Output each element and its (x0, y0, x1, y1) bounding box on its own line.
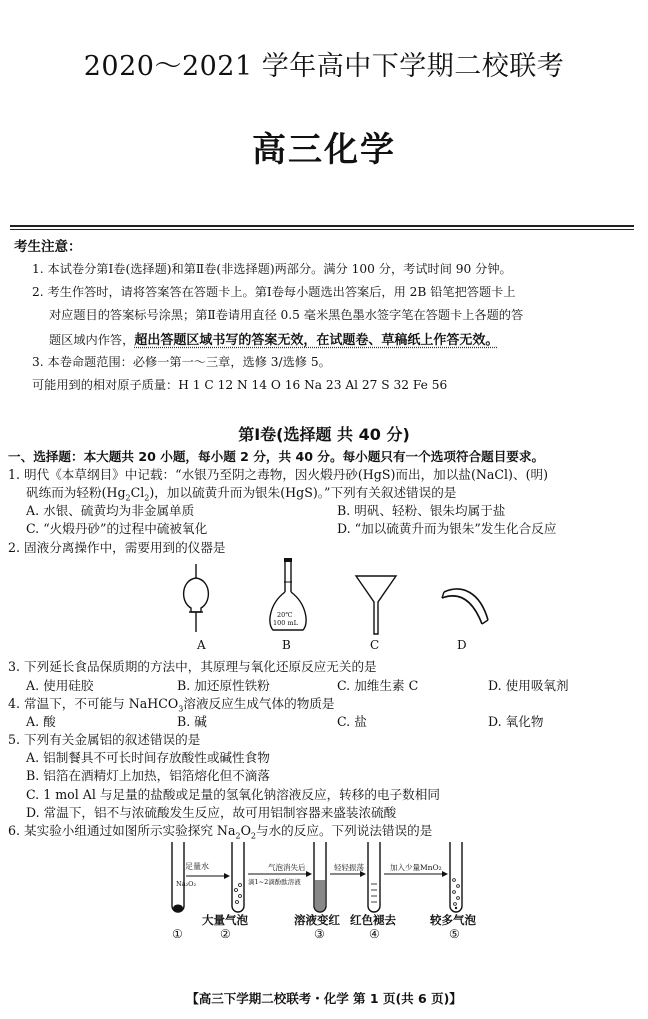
subscript: 2 (125, 493, 131, 503)
notice-item: 对应题目的答案标号涂黑；第Ⅱ卷请用直径 0.5 毫米黑色墨水签字笔在答题卡上各题的答 (49, 308, 524, 322)
q4-text: 溶液反应生成气体的物质是 (183, 696, 335, 711)
notice-item: 1. 本试卷分第Ⅰ卷(选择题)和第Ⅱ卷(非选择题)两部分。满分 100 分，考试时间 90 分钟。 (32, 262, 512, 276)
test-tube-1 (172, 842, 184, 912)
q1-option-d: D. “加以硫黄升而为银朱”发生化合反应 (337, 521, 557, 536)
exam-title: 2020～2021 学年高中下学期二校联考 (83, 51, 565, 82)
q1-text: )，加以硫黄升而为银朱(HgS)。”下列有关叙述错误的是 (149, 485, 457, 500)
test-tube-5 (450, 842, 462, 912)
q3-stem: 3. 下列延长食品保质期的方法中，其原理与氧化还原反应无关的是 (8, 659, 377, 674)
subject-title: 高三化学 (252, 130, 396, 170)
step-number: ① (172, 927, 183, 941)
q1-text: Cl (130, 485, 145, 500)
q4-text: 4. 常温下，不可能与 NaHCO (8, 696, 179, 711)
arrow-label: 气泡消失后 (268, 863, 306, 872)
observation-label: 大量气泡 (202, 913, 248, 927)
q2-stem: 2. 固液分离操作中，需要用到的仪器是 (8, 540, 226, 555)
bent-tube-icon (438, 578, 492, 630)
step-number: ⑤ (449, 927, 460, 941)
divider-rule (10, 225, 634, 227)
q1-option-a: A. 水银、硫黄均为非金属单质 (26, 503, 195, 518)
q5-option-b: B. 铝箔在酒精灯上加热，铝箔熔化但不滴落 (26, 768, 270, 783)
q3-option-c: C. 加维生素 C (337, 678, 419, 693)
q4-stem (8, 693, 334, 714)
subscript: 2 (235, 831, 241, 841)
option-label: B (282, 638, 291, 652)
observation-label: 红色褪去 (350, 913, 396, 927)
q3-option-b: B. 加还原性铁粉 (177, 678, 270, 693)
notice-heading: 考生注意： (14, 239, 82, 255)
option-label: A (197, 638, 206, 652)
q4-option-a: A. 酸 (26, 714, 56, 729)
q3-option-d: D. 使用吸氧剂 (488, 678, 569, 693)
notice-emphasis: 超出答题区域书写的答案无效，在试题卷、草稿纸上作答无效。 (134, 333, 499, 348)
q5-stem: 5. 下列有关金属铝的叙述错误的是 (8, 732, 201, 747)
q6-stem (8, 820, 432, 841)
q6-text: 与水的反应。下列说法错误的是 (255, 823, 433, 838)
q4-option-d: D. 氧化物 (488, 714, 544, 729)
arrow-label: 足量水 (185, 862, 209, 871)
subscript: 2 (250, 831, 256, 841)
step-number: ② (220, 927, 231, 941)
q4-option-c: C. 盐 (337, 714, 367, 729)
q1-stem: 1. 明代《本草纲目》中记载：“水银乃至阴之毒物，因火煅丹砂(HgS)而出，加以盐(NaCl)、(明) (8, 467, 548, 482)
section-heading: 第Ⅰ卷(选择题 共 40 分) (238, 425, 410, 444)
test-tube-4 (368, 842, 380, 912)
divider-rule (10, 229, 634, 230)
q5-option-d: D. 常温下，铝不与浓硫酸发生反应，故可用铝制容器来盛装浓硫酸 (26, 805, 397, 820)
q1-option-b: B. 明矾、轻粉、银朱均属于盐 (337, 503, 506, 518)
subscript: 2 (144, 493, 150, 503)
arrow-label: 加入少量MnO₂ (390, 863, 442, 872)
page-footer: 【高三下学期二校联考・化学 第 1 页(共 6 页)】 (186, 991, 462, 1006)
reagent-label: Na₂O₂ (176, 880, 197, 888)
q5-option-c: C. 1 mol Al 与足量的盐酸或足量的氢氧化钠溶液反应，转移的电子数相同 (26, 787, 440, 802)
observation-label: 溶液变红 (294, 913, 340, 927)
test-tube-3 (314, 842, 326, 912)
q6-text: 6. 某实验小组通过如图所示实验探究 Na (8, 823, 236, 838)
funnel-icon (354, 572, 398, 638)
notice-item: 3. 本卷命题范围：必修一第一～三章，选修 3/选修 5。 (32, 355, 331, 369)
q4-option-b: B. 碱 (177, 714, 207, 729)
arrow-label: 滴1~2滴酚酞溶液 (248, 878, 301, 886)
separatory-funnel-icon (176, 562, 216, 637)
section-instruction (8, 446, 544, 465)
q3-option-a: A. 使用硅胶 (26, 678, 94, 693)
instruction-text: 一、选择题：本大题共 20 小题，每小题 2 分，共 40 分。每小题只有一个选项符合题目要求。 (8, 449, 545, 464)
option-label: C (370, 638, 380, 652)
q1-option-c: C. “火煅丹砂”的过程中硫被氧化 (26, 521, 208, 536)
flask-label: 20℃ (277, 611, 293, 619)
step-number: ③ (314, 927, 325, 941)
flask-label: 100 mL (273, 619, 298, 627)
option-label: D (457, 638, 467, 652)
q5-option-a: A. 铝制餐具不可长时间存放酸性或碱性食物 (26, 750, 270, 765)
q6-text: O (240, 823, 251, 838)
observation-label: 较多气泡 (430, 913, 476, 927)
test-tube-2 (232, 842, 244, 912)
notice-item: 2. 考生作答时，请将答案答在答题卡上。第Ⅰ卷每小题选出答案后，用 2B 铅笔把答题卡上 (32, 285, 516, 299)
notice-text: 题区域内作答， (49, 333, 135, 347)
notice-item-line (49, 329, 498, 348)
arrow-label: 轻轻振荡 (334, 863, 364, 872)
q1-text: 矾练而为轻粉(Hg (26, 485, 126, 500)
atomic-masses: 可能用到的相对原子质量：H 1 C 12 N 14 O 16 Na 23 Al 27 S 32 Fe 56 (32, 378, 448, 392)
subscript: 3 (178, 704, 184, 714)
step-number: ④ (369, 927, 380, 941)
